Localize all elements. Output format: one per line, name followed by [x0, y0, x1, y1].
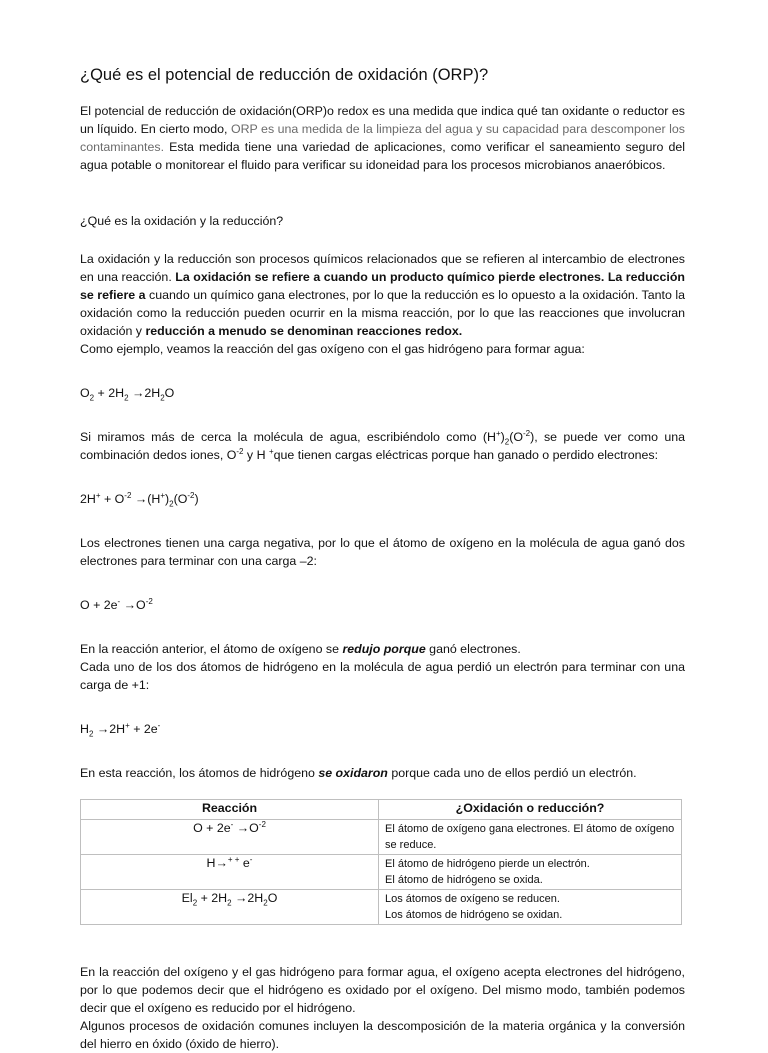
- table-row: [81, 890, 682, 925]
- water-molecule-paragraph: Si miramos más de cerca la molécula de agua, escribiéndolo como $(H^+)_2(O^{-2})$, se puede ver como una combinación dedos iones, $O^{-2}$ y H +que tienen cargas eléctricas porque han ganado o perdido electrones:: [80, 428, 685, 462]
- reaction-cell: $El_2 + 2H_2 \to 2H_2O$: [81, 890, 379, 925]
- equation-4: $H_2 \to 2H^+ + 2e^-$: [80, 720, 161, 739]
- table-row: [81, 820, 682, 855]
- section-subtitle: ¿Qué es la oxidación y la reducción?: [80, 214, 284, 228]
- reaction-cell: H→+ + e-: [81, 855, 379, 890]
- intro-text-2: Esta medida tiene una variedad de aplicaciones, como verificar el saneamiento seguro del agua potable o monitorear el fluido para verificar su idoneidad para los procesos microbianos anaeróbicos.: [80, 140, 685, 172]
- redox-text-2: cuando un químico gana electrones, por lo que la reducción es lo opuesto a la oxidación. Tanto la oxidación como la reducción pueden ocurrir en la misma reacción, por lo que las reacciones que involucran oxidación y: [80, 288, 685, 338]
- reduction-paragraph: En la reacción anterior, el átomo de oxígeno se redujo porque ganó electrones.: [80, 642, 521, 656]
- emphasis-reduced: redujo porque: [342, 642, 426, 656]
- table-header-row: [81, 800, 682, 820]
- equation-3: $O + 2e^- \to O^{-2}$: [80, 596, 153, 612]
- page-title: ¿Qué es el potencial de reducción de oxidación (ORP)?: [80, 66, 489, 84]
- conclusion-paragraph: En la reacción del oxígeno y el gas hidrógeno para formar agua, el oxígeno acepta electrones del hidrógeno, por lo que podemos decir que el hidrógeno es oxidado por el oxígeno. Del mismo modo, también podemos decir que el oxígeno es reducido por el hidrógeno.: [80, 965, 685, 1015]
- equation-1: $O_2 + 2H_2 \to 2H_2O$: [80, 386, 175, 403]
- oxidation-paragraph: En esta reacción, los átomos de hidrógeno se oxidaron porque cada uno de ellos perdió un electrón.: [80, 766, 637, 780]
- description-cell: Los átomos de oxígeno se reducen. Los átomos de hidrógeno se oxidan.: [379, 890, 682, 925]
- redox-bold-1: La oxidación se refiere a cuando un producto químico pierde electrones. La reducción se refiere a: [80, 270, 686, 302]
- common-processes-paragraph: Algunos procesos de oxidación comunes incluyen la descomposición de la materia orgánica y la conversión del hierro en óxido (óxido de hierro).: [80, 1019, 685, 1051]
- header-type: ¿Oxidación o reducción?: [379, 800, 682, 820]
- intro-highlight: ORP es una medida de la limpieza del agua y su capacidad para descomponer los contaminantes.: [80, 122, 685, 154]
- electron-charge-paragraph: Los electrones tienen una carga negativa, por lo que el átomo de oxígeno en la molécula de agua ganó dos electrones para terminar con una carga –2:: [80, 536, 685, 568]
- redox-paragraph: [80, 250, 685, 340]
- equation-2: $2H^+ + O^{-2} \to(H^+)_2(O^{-2})$: [80, 490, 199, 509]
- redox-text-1: La oxidación y la reducción son procesos químicos relacionados que se refieren al intercambio de electrones en una reacción.: [80, 252, 685, 284]
- redox-bold-2: reducción a menudo se denominan reacciones redox.: [145, 324, 463, 338]
- example-intro: Como ejemplo, veamos la reacción del gas oxígeno con el gas hidrógeno para formar agua:: [80, 342, 585, 356]
- description-cell: El átomo de hidrógeno pierde un electrón. El átomo de hidrógeno se oxida.: [379, 855, 682, 890]
- intro-paragraph: [80, 102, 685, 174]
- description-cell: El átomo de oxígeno gana electrones. El átomo de oxígeno se reduce.: [379, 820, 682, 855]
- reaction-cell: $O + 2e^- \to O^{-2}$: [81, 820, 379, 855]
- reaction-table: [80, 799, 682, 925]
- hydrogen-paragraph: Cada uno de los dos átomos de hidrógeno en la molécula de agua perdió un electrón para terminar con una carga de +1:: [80, 660, 685, 692]
- document-page: [80, 66, 685, 1053]
- intro-text-1: El potencial de reducción de oxidación(ORP)o redox es una medida que indica qué tan oxidante o reductor es un líquido. En cierto modo,: [80, 104, 685, 136]
- table-row: [81, 855, 682, 890]
- header-reaction: Reacción: [81, 800, 379, 820]
- emphasis-oxidized: se oxidaron: [318, 766, 388, 780]
